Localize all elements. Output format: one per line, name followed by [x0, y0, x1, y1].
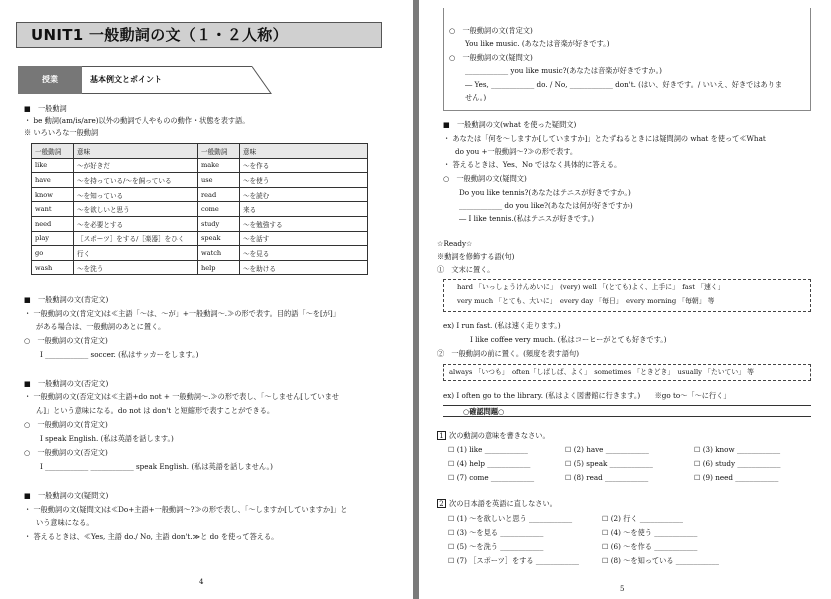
- box-line: very much 「とても、大いに」 every day 「毎日」 every morning 「毎朝」 等: [457, 297, 715, 305]
- table-cell: help: [198, 260, 240, 275]
- table-cell: ～を助ける: [240, 260, 368, 275]
- item-label: (1) ～を欲しいと思う ____________: [456, 514, 573, 523]
- section-heading: ■ 一般動詞の文(肯定文): [24, 295, 109, 304]
- answer-item[interactable]: ☐ (3) know ____________: [694, 445, 781, 454]
- section-heading: ■ 一般動詞の文(what を使った疑問文): [443, 120, 577, 129]
- answer-item[interactable]: ☐ (6) ～を作る ____________: [602, 542, 698, 551]
- table-cell: need: [32, 216, 74, 231]
- ready-heading: ☆Ready☆: [437, 239, 473, 248]
- example-line: ____________ do you like?(あなたは何が好きですか): [459, 201, 633, 210]
- table-cell: 来る: [240, 202, 368, 217]
- table-row: [32, 202, 368, 217]
- answer-item[interactable]: ☐ (4) ～を使う ____________: [602, 528, 698, 537]
- page-number: 5: [620, 585, 625, 593]
- table-cell: play: [32, 231, 74, 246]
- item-label: (3) ～を見る ____________: [456, 528, 544, 537]
- table-cell: ［スポーツ］をする/［楽器］をひく: [74, 231, 198, 246]
- section-heading: ■ 一般動詞: [24, 104, 67, 113]
- table-cell: wash: [32, 260, 74, 275]
- table-cell: speak: [198, 231, 240, 246]
- text-line: ○ 一般動詞の文(肯定文): [24, 336, 108, 345]
- table-cell: have: [32, 173, 74, 188]
- item-label: (3) know ____________: [702, 445, 781, 454]
- answer-item[interactable]: ☐ (7) come ____________: [448, 473, 535, 482]
- answer-item[interactable]: ☐ (9) need ____________: [694, 473, 779, 482]
- table-cell: ～を持っている/～を飼っている: [74, 173, 198, 188]
- text-line: ・ 答えるときは、Yes、No ではなく具体的に答える。: [443, 160, 622, 169]
- example-line: I ____________ soccer. (私はサッカーをします。): [40, 350, 199, 359]
- text-line: do you +一般動詞～?≫の形で表す。: [455, 147, 578, 156]
- example-line: ex) I often go to the library. (私はよく図書館に行きます。) ※go to～「～に行く」: [443, 391, 731, 400]
- question-text: 次の日本語を英語に直しなさい。: [449, 499, 557, 508]
- table-cell: use: [198, 173, 240, 188]
- question-text: 次の動詞の意味を書きなさい。: [449, 431, 550, 440]
- item-label: (6) ～を作る ____________: [610, 542, 698, 551]
- text-line: ・ 一般動詞の文(肯定文)は≪主語「～は、～が」+一般動詞～.≫の形で表す。目的語「～を[が]」: [24, 309, 340, 318]
- text-line: ・ 一般動詞の文(疑問文)は≪Do+主語+一般動詞～?≫の形で表し、「～しますか[していますか]」と: [24, 505, 348, 514]
- table-header: 意味: [240, 144, 368, 159]
- example-line: ― I like tennis.(私はテニスが好きです。): [459, 214, 594, 223]
- table-cell: ～を欲しいと思う: [74, 202, 198, 217]
- table-cell: 行く: [74, 246, 198, 261]
- table-cell: make: [198, 158, 240, 173]
- item-label: (4) help ____________: [456, 459, 531, 468]
- item-label: (5) ～を洗う ____________: [456, 542, 544, 551]
- item-label: (7) ［スポーツ］をする ____________: [456, 556, 580, 565]
- table-cell: ～を話す: [240, 231, 368, 246]
- box-line: hard 「いっしょうけんめいに」 (very) well 「(とても)よく、上手に」 fast 「速く」: [457, 283, 725, 291]
- question-number: 1: [437, 431, 446, 440]
- table-cell: come: [198, 202, 240, 217]
- check-heading: ○確認問題○: [463, 407, 505, 416]
- text-line: ・ 答えるときは、≪Yes, 主語 do./ No, 主語 don't.≫と do を使って答える。: [24, 532, 279, 541]
- answer-item[interactable]: ☐ (4) help ____________: [448, 459, 531, 468]
- text-line: ・ be 動詞(am/is/are)以外の動詞で人やものの動作・状態を表す語。: [24, 116, 250, 125]
- section-heading: ※動詞を修飾する語(句): [437, 252, 515, 261]
- left-page: [0, 0, 413, 599]
- text-line: ※ いろいろな一般動詞: [24, 128, 99, 137]
- item-label: (5) speak ____________: [573, 459, 653, 468]
- answer-item[interactable]: ☐ (5) ～を洗う ____________: [448, 542, 544, 551]
- answer-item[interactable]: ☐ (8) read ____________: [565, 473, 649, 482]
- table-row: [32, 158, 368, 173]
- example-line: Do you like tennis?(あなたはテニスが好きですか。): [459, 188, 631, 197]
- table-row: [32, 231, 368, 246]
- answer-item[interactable]: ☐ (2) 行く ____________: [602, 514, 683, 523]
- table-cell: ～を勉強する: [240, 216, 368, 231]
- text-line: ① 文末に置く。: [437, 265, 495, 274]
- table-row: [32, 216, 368, 231]
- table-cell: ～を作る: [240, 158, 368, 173]
- item-label: (4) ～を使う ____________: [610, 528, 698, 537]
- text-line: ② 一般動詞の前に置く。(頻度を表す語句): [437, 349, 580, 358]
- table-row: [32, 260, 368, 275]
- example-line: I like coffee very much. (私はコーヒーがとても好きです。): [470, 335, 667, 344]
- tab-title: 基本例文とポイント: [82, 66, 252, 94]
- table-header-row: [32, 144, 368, 159]
- answer-item[interactable]: ☐ (6) study ____________: [694, 459, 781, 468]
- example-line: I speak English. (私は英語を話します。): [40, 434, 174, 443]
- table-cell: study: [198, 216, 240, 231]
- answer-item[interactable]: ☐ (8) ～を知っている ____________: [602, 556, 719, 565]
- tab-arrow: [252, 66, 272, 94]
- text-line: ・ あなたは「何を～しますか[していますか]」とたずねるときには疑問詞の what を使って≪What: [443, 134, 766, 143]
- answer-item[interactable]: ☐ (1) like ____________: [448, 445, 528, 454]
- verb-table: [31, 143, 368, 275]
- text-line: ○ 一般動詞の文(肯定文): [449, 26, 533, 35]
- example-line: ____________ you like music?(あなたは音楽が好きですか。): [465, 66, 662, 75]
- example-line: I ____________ ____________ speak English. (私は英語を話しません。): [40, 462, 273, 471]
- item-label: (7) come ____________: [456, 473, 535, 482]
- text-line: ○ 一般動詞の文(疑問文): [449, 53, 533, 62]
- example-line: せん。): [465, 93, 487, 102]
- question-1: [437, 430, 550, 441]
- table-cell: watch: [198, 246, 240, 261]
- table-cell: ～を読む: [240, 187, 368, 202]
- item-label: (9) need ____________: [702, 473, 779, 482]
- text-line: ○ 一般動詞の文(否定文): [24, 448, 108, 457]
- table-cell: ～を必要とする: [74, 216, 198, 231]
- table-cell: ～を見る: [240, 246, 368, 261]
- answer-item[interactable]: ☐ (2) have ____________: [565, 445, 649, 454]
- text-line: がある場合は、一般動詞のあとに置く。: [36, 322, 166, 331]
- example-line: ― Yes, ____________ do. / No, ____________ don't. (はい、好きです。/ いいえ、好きではありま: [465, 80, 783, 89]
- text-line: いう意味になる。: [36, 518, 94, 527]
- text-line: ○ 一般動詞の文(肯定文): [24, 420, 108, 429]
- divider: [443, 416, 811, 417]
- section-heading: ■ 一般動詞の文(否定文): [24, 379, 109, 388]
- table-cell: like: [32, 158, 74, 173]
- table-cell: ～が好きだ: [74, 158, 198, 173]
- table-cell: ～を使う: [240, 173, 368, 188]
- table-header: 意味: [74, 144, 198, 159]
- item-label: (8) read ____________: [573, 473, 649, 482]
- table-row: [32, 187, 368, 202]
- item-label: (6) study ____________: [702, 459, 781, 468]
- table-cell: want: [32, 202, 74, 217]
- table-row: [32, 246, 368, 261]
- answer-item[interactable]: ☐ (5) speak ____________: [565, 459, 653, 468]
- answer-item[interactable]: ☐ (3) ～を見る ____________: [448, 528, 544, 537]
- table-cell: go: [32, 246, 74, 261]
- page-number: 4: [199, 578, 204, 586]
- table-row: [32, 173, 368, 188]
- question-number: 2: [437, 499, 446, 508]
- table-header: 一般動詞: [32, 144, 74, 159]
- text-line: ○ 一般動詞の文(疑問文): [443, 174, 527, 183]
- section-heading: ■ 一般動詞の文(疑問文): [24, 491, 109, 500]
- question-2: [437, 498, 557, 509]
- tab-label: 授業: [18, 66, 82, 94]
- unit-title: UNIT1 一般動詞の文（１・２人称）: [16, 22, 382, 48]
- item-label: (8) ～を知っている ____________: [610, 556, 719, 565]
- table-cell: ～を洗う: [74, 260, 198, 275]
- table-cell: read: [198, 187, 240, 202]
- answer-item[interactable]: ☐ (1) ～を欲しいと思う ____________: [448, 514, 573, 523]
- text-line: ・ 一般動詞の文(否定文)は≪主語+do not + 一般動詞～.≫の形で表し、「～しません[していませ: [24, 392, 339, 401]
- answer-item[interactable]: ☐ (7) ［スポーツ］をする ____________: [448, 556, 580, 565]
- box-line: always 「いつも」 often「しばしば、よく」 sometimes 「ときどき」 usually 「たいてい」 等: [449, 368, 754, 376]
- item-label: (2) have ____________: [573, 445, 649, 454]
- table-cell: know: [32, 187, 74, 202]
- example-line: ex) I run fast. (私は速く走ります。): [443, 321, 561, 330]
- table-header: 一般動詞: [198, 144, 240, 159]
- section-tab: [18, 66, 272, 94]
- text-line: ん]」という意味になる。do not は don't と短縮形で表すことができる。: [36, 406, 275, 415]
- example-line: You like music. (あなたは音楽が好きです。): [465, 39, 610, 48]
- item-label: (2) 行く ____________: [610, 514, 683, 523]
- table-cell: ～を知っている: [74, 187, 198, 202]
- item-label: (1) like ____________: [456, 445, 528, 454]
